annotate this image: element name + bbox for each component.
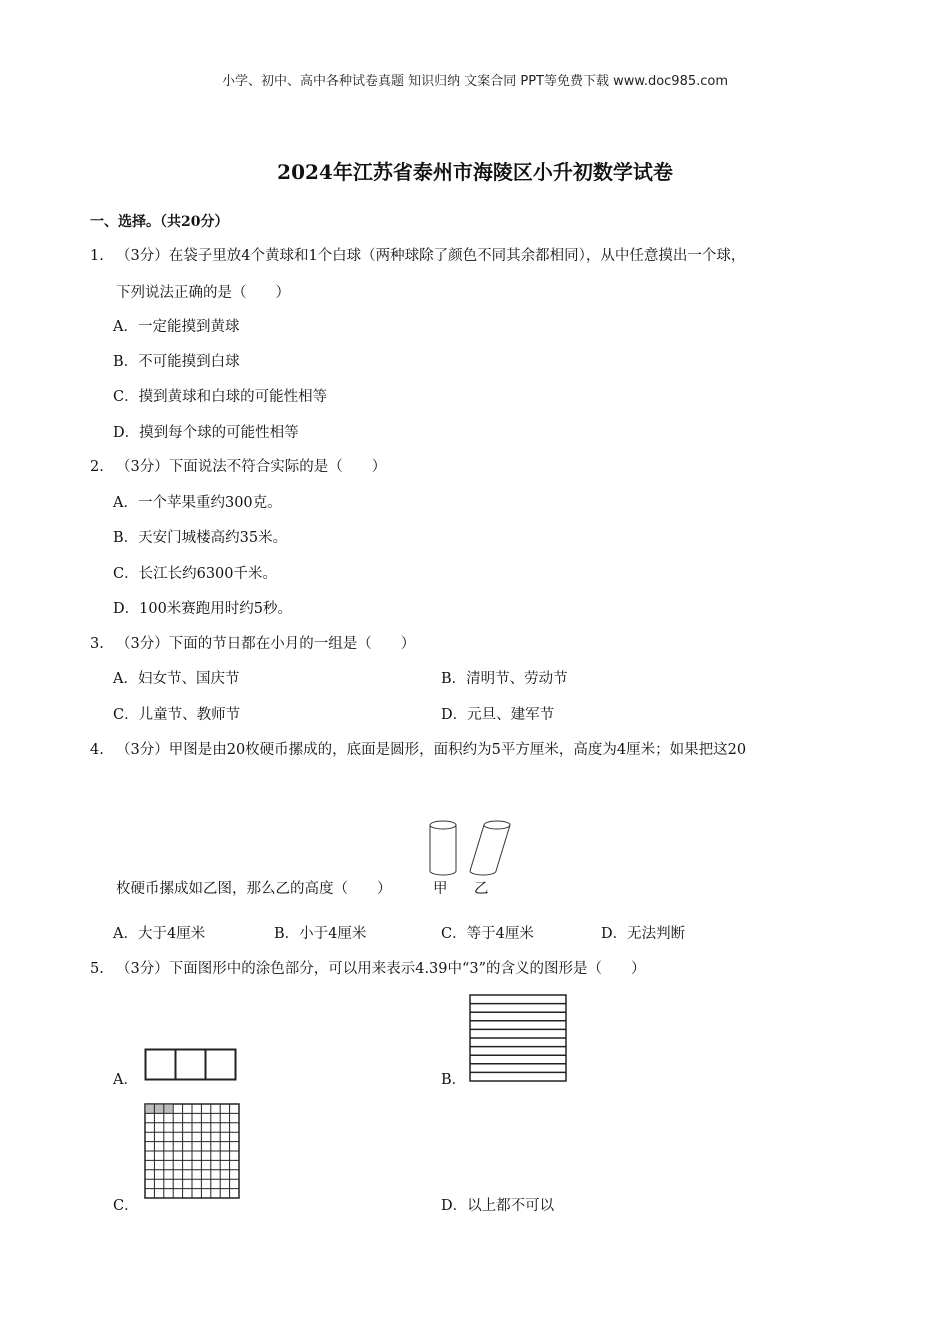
q1-option-c: C．摸到黄球和白球的可能性相等 xyxy=(113,389,328,405)
q1-option-b: B．不可能摸到白球 xyxy=(113,354,240,370)
q4-option-a: A．大于4厘米 xyxy=(113,926,206,942)
q1-option-d: D．摸到每个球的可能性相等 xyxy=(113,425,299,441)
section-heading: 一、选择。（共20分） xyxy=(90,214,229,230)
q1-option-a: A．一定能摸到黄球 xyxy=(113,319,240,335)
figure-label-yi: 乙 xyxy=(474,881,489,897)
q2-option-d: D．100米赛跑用时约5秒。 xyxy=(113,601,293,617)
question-2-stem: 2. （3分）下面说法不符合实际的是（ ） xyxy=(90,459,387,475)
page-title: 2024年江苏省泰州市海陵区小升初数学试卷 xyxy=(277,160,673,184)
cylinder-slanted xyxy=(470,821,510,875)
question-5-stem: 5. （3分）下面图形中的涂色部分，可以用来表示4.39中“3”的含义的图形是（ ） xyxy=(90,961,646,977)
question-number: 3. xyxy=(90,636,104,652)
coin-stack-figure xyxy=(425,818,515,880)
q3-option-a: A．妇女节、国庆节 xyxy=(113,671,240,687)
cylinder-straight xyxy=(430,821,456,875)
question-number: 4. xyxy=(90,742,104,758)
q3-option-b: B．清明节、劳动节 xyxy=(441,671,568,687)
q4-option-d: D．无法判断 xyxy=(601,926,686,942)
q3-option-c: C．儿童节、教师节 xyxy=(113,707,241,723)
question-4-stem-cont: 枚硬币摞成如乙图，那么乙的高度（ ） xyxy=(116,881,392,897)
question-number: 2. xyxy=(90,459,104,475)
question-number: 1. xyxy=(90,248,104,264)
q5-option-b: B． xyxy=(441,1072,467,1088)
question-4-stem: 4. （3分）甲图是由20枚硬币摞成的，底面是圆形，面积约为5平方厘米，高度为4厘米；如果把这20 xyxy=(90,742,747,758)
three-squares-figure xyxy=(144,1048,238,1082)
hundred-grid-figure xyxy=(144,1103,240,1199)
q5-option-d: D．以上都不可以 xyxy=(441,1198,555,1214)
question-1-stem-cont: 下列说法正确的是（ ） xyxy=(116,285,290,301)
q4-option-b: B．小于4厘米 xyxy=(274,926,367,942)
page-header: 小学、初中、高中各种试卷真题 知识归纳 文案合同 PPT等免费下载 www.doc985.com xyxy=(221,74,729,89)
q3-option-d: D．元旦、建军节 xyxy=(441,707,555,723)
q2-option-b: B．天安门城楼高约35米。 xyxy=(113,530,288,546)
q2-option-a: A．一个苹果重约300克。 xyxy=(113,495,282,511)
q4-option-c: C．等于4厘米 xyxy=(441,926,534,942)
q5-option-a: A． xyxy=(113,1072,138,1088)
q5-option-c: C． xyxy=(113,1198,139,1214)
q2-option-c: C．长江长约6300千米。 xyxy=(113,566,277,582)
question-3-stem: 3. （3分）下面的节日都在小月的一组是（ ） xyxy=(90,636,416,652)
figure-label-jia: 甲 xyxy=(433,881,448,897)
question-number: 5. xyxy=(90,961,104,977)
striped-rectangle-figure xyxy=(469,994,567,1082)
question-1-stem: 1. （3分）在袋子里放4个黄球和1个白球（两种球除了颜色不同其余都相同），从中任意摸出一个球， xyxy=(90,248,746,264)
